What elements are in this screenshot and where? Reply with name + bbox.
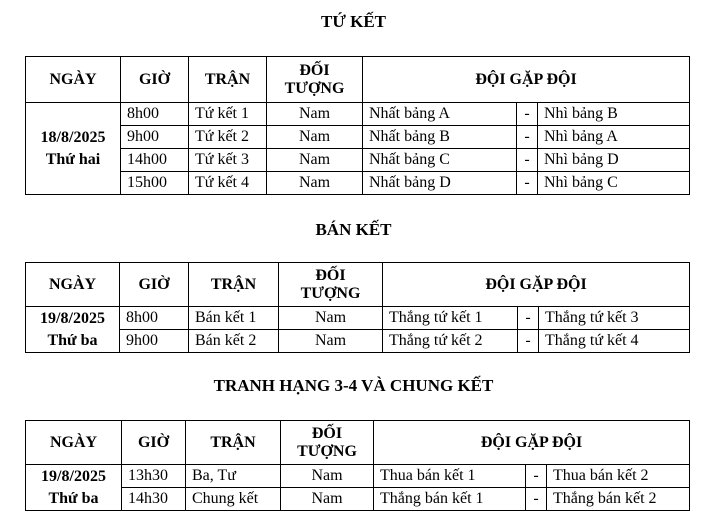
header-time: GIỜ	[122, 421, 186, 465]
header-time: GIỜ	[121, 57, 189, 103]
team1-cell: Nhất bảng B	[363, 126, 517, 149]
team1-cell: Thua bán kết 1	[374, 465, 526, 488]
time-cell: 9h00	[121, 126, 189, 149]
weekday: Thứ hai	[45, 150, 101, 168]
header-day: NGÀY	[26, 263, 120, 307]
table-row	[26, 307, 690, 330]
date: 18/8/2025	[40, 128, 106, 146]
time-cell: 14h30	[122, 488, 186, 511]
time-cell: 13h30	[122, 465, 186, 488]
day-cell	[26, 103, 121, 195]
table-row	[26, 149, 690, 172]
header-target-line1: ĐỐI	[311, 424, 343, 442]
day-cell	[26, 465, 122, 511]
header-match: TRẬN	[189, 263, 279, 307]
match-cell: Chung kết	[186, 488, 281, 511]
team1-cell: Thắng tứ kết 2	[383, 330, 518, 353]
match-cell: Tứ kết 2	[189, 126, 267, 149]
match-cell: Tứ kết 4	[189, 172, 267, 195]
final-table	[25, 420, 690, 511]
header-target	[267, 57, 363, 103]
date: 19/8/2025	[40, 309, 105, 327]
header-teams: ĐỘI GẶP ĐỘI	[374, 421, 690, 465]
match-cell: Tứ kết 1	[189, 103, 267, 126]
versus-dash: -	[526, 465, 547, 488]
versus-dash: -	[518, 330, 539, 353]
time-cell: 15h00	[121, 172, 189, 195]
target-cell: Nam	[281, 488, 374, 511]
section-title-final: TRANH HẠNG 3-4 VÀ CHUNG KẾT	[213, 376, 494, 395]
header-target-line1: ĐỐI	[299, 61, 330, 79]
header-target-line2: TƯỢNG	[297, 442, 357, 460]
team1-cell: Thắng bán kết 1	[374, 488, 526, 511]
header-match: TRẬN	[189, 57, 267, 103]
header-target-line2: TƯỢNG	[300, 284, 361, 302]
team2-cell: Nhì bảng B	[538, 103, 690, 126]
target-cell: Nam	[279, 330, 383, 353]
target-cell: Nam	[279, 307, 383, 330]
team1-cell: Nhất bảng D	[363, 172, 517, 195]
header-target-line2: TƯỢNG	[284, 79, 345, 97]
match-cell: Bán kết 2	[189, 330, 279, 353]
match-cell: Tứ kết 3	[189, 149, 267, 172]
versus-dash: -	[517, 126, 538, 149]
header-day: NGÀY	[26, 421, 122, 465]
match-cell: Bán kết 1	[189, 307, 279, 330]
table-row	[26, 126, 690, 149]
time-cell: 9h00	[120, 330, 189, 353]
team2-cell: Nhì bảng A	[538, 126, 690, 149]
table-row	[26, 488, 690, 511]
target-cell: Nam	[267, 126, 363, 149]
target-cell: Nam	[267, 103, 363, 126]
table-row	[26, 465, 690, 488]
header-target	[281, 421, 374, 465]
target-cell: Nam	[267, 149, 363, 172]
table-row	[26, 172, 690, 195]
semifinals-table	[25, 262, 690, 353]
header-target	[279, 263, 383, 307]
target-cell: Nam	[267, 172, 363, 195]
time-cell: 8h00	[120, 307, 189, 330]
table-header-row	[26, 57, 690, 103]
team2-cell: Thua bán kết 2	[547, 465, 690, 488]
versus-dash: -	[526, 488, 547, 511]
header-time: GIỜ	[120, 263, 189, 307]
table-row	[26, 103, 690, 126]
match-cell: Ba, Tư	[186, 465, 281, 488]
target-cell: Nam	[281, 465, 374, 488]
section-title-quarterfinals: TỨ KẾT	[320, 12, 387, 31]
versus-dash: -	[518, 307, 539, 330]
team1-cell: Nhất bảng A	[363, 103, 517, 126]
day-cell	[26, 307, 120, 353]
weekday: Thứ ba	[47, 331, 98, 349]
header-day: NGÀY	[26, 57, 121, 103]
section-title-semifinals: BÁN KẾT	[315, 220, 392, 239]
versus-dash: -	[517, 149, 538, 172]
versus-dash: -	[517, 172, 538, 195]
header-match: TRẬN	[186, 421, 281, 465]
quarterfinals-table	[25, 56, 690, 195]
header-teams: ĐỘI GẶP ĐỘI	[363, 57, 690, 103]
team1-cell: Nhất bảng C	[363, 149, 517, 172]
team2-cell: Thắng tứ kết 3	[539, 307, 690, 330]
time-cell: 8h00	[121, 103, 189, 126]
header-target-line1: ĐỐI	[315, 266, 346, 284]
team2-cell: Thắng tứ kết 4	[539, 330, 690, 353]
header-teams: ĐỘI GẶP ĐỘI	[383, 263, 690, 307]
team1-cell: Thắng tứ kết 1	[383, 307, 518, 330]
date: 19/8/2025	[41, 467, 106, 485]
table-header-row	[26, 421, 690, 465]
team2-cell: Nhì bảng C	[538, 172, 690, 195]
team2-cell: Thắng bán kết 2	[547, 488, 690, 511]
time-cell: 14h00	[121, 149, 189, 172]
team2-cell: Nhì bảng D	[538, 149, 690, 172]
weekday: Thứ ba	[48, 489, 99, 507]
table-header-row	[26, 263, 690, 307]
table-row	[26, 330, 690, 353]
versus-dash: -	[517, 103, 538, 126]
